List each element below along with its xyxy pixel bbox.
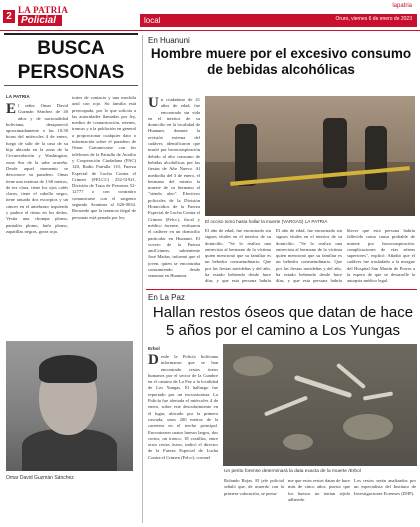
story2-text-col2: Rolando Rojas. El jefe policial señaló que, de acuerdo con la primera valoración, se presu- xyxy=(224,478,284,496)
photo-bone xyxy=(336,363,366,389)
story2-photo xyxy=(223,344,417,466)
story2-headline: Hallan restos óseos que datan de hace 5 años por el camino a Los Yungas xyxy=(152,304,414,339)
story2-text-col1 xyxy=(148,354,218,522)
header-logo: lapatria xyxy=(392,3,412,9)
missing-person-byline: LA PATRIA xyxy=(6,94,30,99)
page-number: 2 xyxy=(3,10,15,23)
photo-rock xyxy=(343,414,393,440)
photo-rock xyxy=(283,434,313,450)
story2-text-col4: Los restos serán analizados por un especialista del Instituto de Investigaciones Forenses (IDIF). xyxy=(354,478,416,496)
header-rule xyxy=(0,30,420,31)
missing-person-photo xyxy=(6,341,133,471)
story2-text-col3: me que estos restos datan de hace más de cinco años, puesto que los huesos no tenían tejido adherido. xyxy=(288,478,350,502)
dropcap: E xyxy=(6,103,17,117)
story1-photo xyxy=(205,96,415,216)
story1-headline: Hombre muere por el excesivo consumo de bebidas alcohólicas xyxy=(150,46,412,77)
photo-bone xyxy=(294,375,353,398)
story1-text-col2: El año de edad, fue encontrado sin signos vitales en el interior de su domicilio. "Se lo realiza una entrevista al hermano de la víctima quien mencionó que su familiar es un bebedor consuetudinario. Que por las fiestas navideñas y del año, ha estado bebiendo desde hace días, y que esta persona habría xyxy=(205,228,271,284)
story1-text-col2b: El año de edad, fue encontrado sin signos vitales en el interior de su domicilio. "Se lo realiza una entrevista al hermano de la víctima quien mencionó que su familiar es un bebedor consuetudinario. Que por las fiestas navideñas y del año, ha estado bebiendo desde hace días, y que esta persona habría xyxy=(276,228,342,284)
column-divider xyxy=(142,35,143,523)
photo-figure xyxy=(323,118,347,188)
date-line: Oruro, viernes 6 de enero de 2023 xyxy=(335,16,412,22)
dropcap: U xyxy=(148,97,159,111)
story1-text-col3: blecer que esta persona habría fallecido como causa probable de muerte por broncoaspiración, complicaciones de vías aéreas superiores", explicó. Añadió que el cadáver fue trasladado a la morgue del Hospital San Martín de Porres a la espera de que se desarrolle la autopsia médico legal. xyxy=(347,228,415,284)
story1-kicker: En Huanuni xyxy=(148,36,190,45)
story2-photo-caption xyxy=(224,469,361,474)
story1-text-col1 xyxy=(148,97,200,285)
photo-hair xyxy=(39,355,97,383)
article-text: esde la Policía boliviana informaron que se han encontrado restos óseos humanos por el sector de la Cumbre en el camino de La Paz a la localidad de Los Yungas. El hallazgo fue reportado por un excursionista. La Policía fue alertada el miércoles 4 de enero, sobre este descubrimiento en el lugar, ubicado por la primera cascada, unos 200 metros de la carretera en el trecho principal. Encontraron cuatro huesos largos, dos cortos, un tronco, 18 costillas, entre otros restos óseos, indicó el director de la Fuerza Especial de Lucha Contra el Crimen (Felcc), coronel xyxy=(148,354,218,460)
missing-person-caption: Omar David Guzmán Sánchez xyxy=(6,475,74,481)
story2-byline: Erbol xyxy=(148,346,160,351)
caption-credit: /Erbol xyxy=(348,469,361,474)
article-text: n ciudadano de 41 años de edad, fue encontrado sin vida en el interior de su domicilio en la localidad de Huanuni, durante la revisión externa del cadáver, identificaron que murió por broncoaspiración debido al alto consumo de bebidas alcohólicas por las fiestas de Año Nuevo. Al mediodía del 3 de enero, el hermano del mismo la muerte de su hermano al "siendo aleo". Efectivos policiales de la División Homicidios de la Fuerza Especial de Lucha Contra el Crimen (Felcc), fiscal y médico forense, evaluaron el cadáver en un domicilio particular en Huanuni. El vocero de la Fuerza antiCrimen, subteniente José Matías, informó que el joven, quien se encontraba consumiendo desde semanas en Huanuni. xyxy=(148,97,200,279)
photo-figure xyxy=(235,124,257,186)
photo-shirt xyxy=(22,429,117,471)
story1-photo-caption: El occiso tomó hasta hallar la muerte (VARGAS) LA PATRIA xyxy=(205,219,328,224)
photo-bone xyxy=(264,396,308,417)
section-tag: Policial xyxy=(18,15,62,26)
section-name: local xyxy=(144,16,161,25)
missing-person-text-col1 xyxy=(6,103,68,333)
article-text: l señor Omar David Guzmán Sánchez de 40 años y de nacionalidad boliviana, desapareció aproximadamente a las 10:30 horas del miércoles 4 de enero, luego de salir de la casa de su hija ubicada en la zona de la Circunvalación y Washington, zona Sur de la urbe orureña. Desde aquel momento se desconoce su paradero. Omar tiene una estatura de 1.60 metros, de tez clara, tiene los ojos cafés claros, tiene el cabello negro, tiene tatuado dos escorpios y un cáncer en el antebrazo izquierdo y padece el ritmo en los dedos. Vestía una chompa plomo, pantalón plomo, bufo plomo, zapatillas negras, gorra roja. xyxy=(6,103,68,234)
photo-figure xyxy=(365,126,387,190)
missing-person-headline: BUSCA PERSONAS xyxy=(4,33,138,86)
brand-name: LA PATRIA xyxy=(18,5,69,15)
missing-person-column xyxy=(2,33,138,527)
missing-person-text-col2: tories de contacto y una mochila azul con rojo. Su familia está preocupada, por lo que solicita a las autoridades llamadas por ley, medios de comunicación, retenes, trancas y a la población en general a proporcionar cualquier dato o información sobre el paradero de Omar. Comunicarse con los teléfonos de la Patrulla de Auxilio y Cooperación Ciudadana (PAC) 120, Radio Patrulla 110, Fuerza Especial de Lucha Contra el Crimen (FELCC) 252-51921, División de Trata de Personas 52-12777 o con contratiro comunicarse con el sargento segundo Avanima al 626-0034. Recuerde que la tenencia ilegal de personas está penada por ley. xyxy=(72,95,136,220)
photo-rock xyxy=(233,356,273,376)
caption-text: Un perito forense determinará la data exacta de la muerte xyxy=(224,469,347,474)
story2-kicker: En La Paz xyxy=(148,293,185,302)
story2-rule xyxy=(146,289,417,290)
dropcap: D xyxy=(148,354,159,368)
photo-bone xyxy=(363,391,393,400)
page-header xyxy=(0,0,420,30)
